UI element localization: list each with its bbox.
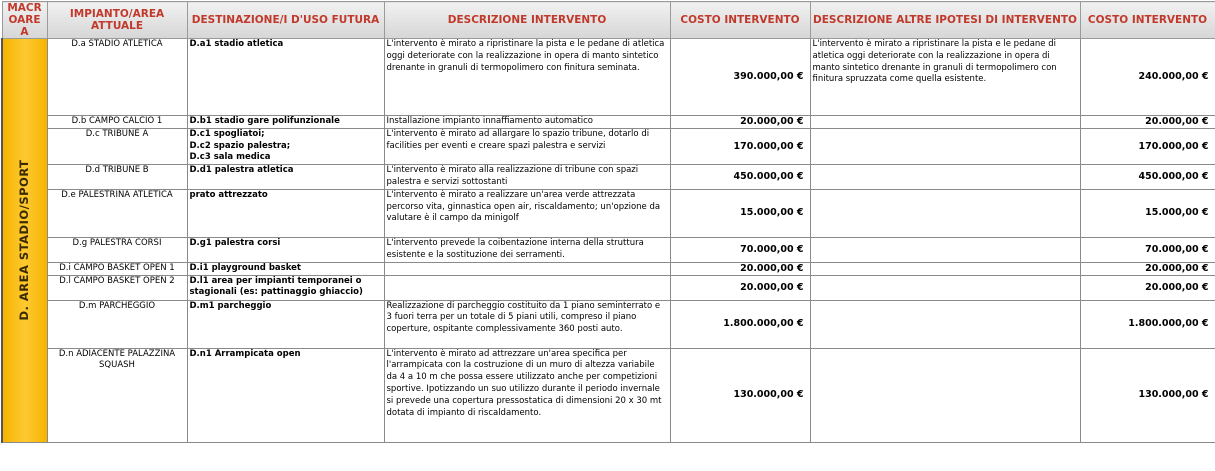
costo-cell: 15.000,00 € [670,189,810,237]
table-row [2,300,1215,348]
descrizione-cell: L'intervento è mirato a realizzare un'area verde attrezzata percorso vita, ginnastica open air, riscaldamento; un'opzione da valutare è il campo da minigolf [384,189,670,237]
altre-ipotesi-cell [810,189,1080,237]
impianto-cell: D.b CAMPO CALCIO 1 [47,116,187,129]
altre-ipotesi-cell [810,348,1080,442]
altre-ipotesi-cell [810,128,1080,164]
descrizione-cell: L'intervento è mirato alla realizzazione di tribune con spazi palestra e servizi sottostanti [384,165,670,190]
impianto-cell: D.l CAMPO BASKET OPEN 2 [47,275,187,300]
costo-alt-cell: 20.000,00 € [1080,275,1215,300]
descrizione-cell: L'intervento prevede la coibentazione interna della struttura esistente e la sostituzione dei serramenti. [384,237,670,262]
impianto-cell: D.c TRIBUNE A [47,128,187,164]
table-row [2,262,1215,275]
descrizione-cell: Installazione impianto innaffiamento automatico [384,116,670,129]
destinazione-cell: D.n1 Arrampicata open [187,348,384,442]
table-row [2,128,1215,164]
costo-alt-cell: 70.000,00 € [1080,237,1215,262]
table-row [2,116,1215,129]
impianto-cell: D.a STADIO ATLETICA [47,39,187,116]
costo-cell: 20.000,00 € [670,275,810,300]
destinazione-cell: D.c1 spogliatoi; D.c2 spazio palestra; D.c3 sala medica [187,128,384,164]
header-macroarea: MACROAREA [2,2,47,39]
destinazione-cell: D.a1 stadio atletica [187,39,384,116]
costo-cell: 170.000,00 € [670,128,810,164]
costo-cell: 70.000,00 € [670,237,810,262]
costo-alt-cell: 20.000,00 € [1080,116,1215,129]
descrizione-cell: L'intervento è mirato ad allargare lo spazio tribune, dotarlo di facilities per eventi e creare spazi palestra e servizi [384,128,670,164]
table-row [2,189,1215,237]
macroarea-label: D. AREA STADIO/SPORT [16,159,31,321]
macroarea-cell [2,39,47,443]
destinazione-cell: prato attrezzato [187,189,384,237]
impianto-cell: D.m PARCHEGGIO [47,300,187,348]
destinazione-cell: D.g1 palestra corsi [187,237,384,262]
table-row [2,275,1215,300]
costo-alt-cell: 170.000,00 € [1080,128,1215,164]
table-row [2,237,1215,262]
costo-cell: 20.000,00 € [670,116,810,129]
impianto-cell: D.e PALESTRINA ATLETICA [47,189,187,237]
costo-alt-cell: 1.800.000,00 € [1080,300,1215,348]
header-destinazione: DESTINAZIONE/I D'USO FUTURA [187,2,384,39]
descrizione-cell: L'intervento è mirato ad attrezzare un'area specifica per l'arrampicata con la costruzione di un muro di altezza variabile da 4 a 10 m che possa essere utilizzato anche per competizioni sportive. Ipotizzando un suo utilizzo durante il periodo invernale si prevede una copertura pressostatica di dimensioni 20 x 30 mt dotata di impianto di riscaldamento. [384,348,670,442]
header-impianto: IMPIANTO/AREA ATTUALE [47,2,187,39]
header-costo: COSTO INTERVENTO [670,2,810,39]
header-row [2,2,1215,39]
interventi-table [1,1,1215,443]
destinazione-cell: D.d1 palestra atletica [187,165,384,190]
descrizione-cell [384,275,670,300]
costo-alt-cell: 20.000,00 € [1080,262,1215,275]
impianto-cell: D.i CAMPO BASKET OPEN 1 [47,262,187,275]
costo-cell: 450.000,00 € [670,165,810,190]
descrizione-cell: Realizzazione di parcheggio costituito da 1 piano seminterrato e 3 fuori terra per un totale di 5 piani utili, compreso il piano coperture, ospitante complessivamente 360 posti auto. [384,300,670,348]
impianto-cell: D.n ADIACENTE PALAZZINA SQUASH [47,348,187,442]
destinazione-cell: D.l1 area per impianti temporanei o stagionali (es: pattinaggio ghiaccio) [187,275,384,300]
costo-cell: 390.000,00 € [670,39,810,116]
costo-cell: 20.000,00 € [670,262,810,275]
altre-ipotesi-cell [810,237,1080,262]
impianto-cell: D.d TRIBUNE B [47,165,187,190]
header-altre-ipotesi: DESCRIZIONE ALTRE IPOTESI DI INTERVENTO [810,2,1080,39]
table-row [2,348,1215,442]
altre-ipotesi-cell: L'intervento è mirato a ripristinare la pista e le pedane di atletica oggi deteriorate con la realizzazione in opera di manto sintetico drenante in granuli di termopolimero con finitura spruzzata come quella esistente. [810,39,1080,116]
header-costo-alt: COSTO INTERVENTO [1080,2,1215,39]
altre-ipotesi-cell [810,116,1080,129]
costo-alt-cell: 15.000,00 € [1080,189,1215,237]
altre-ipotesi-cell [810,300,1080,348]
costo-alt-cell: 450.000,00 € [1080,165,1215,190]
altre-ipotesi-cell [810,262,1080,275]
table-row [2,39,1215,116]
destinazione-cell: D.i1 playground basket [187,262,384,275]
altre-ipotesi-cell [810,275,1080,300]
header-descrizione: DESCRIZIONE INTERVENTO [384,2,670,39]
descrizione-cell: L'intervento è mirato a ripristinare la pista e le pedane di atletica oggi deteriorate con la realizzazione in opera di manto sintetico drenante in granuli di termopolimero con finitura seminata. [384,39,670,116]
impianto-cell: D.g PALESTRA CORSI [47,237,187,262]
table-row [2,165,1215,190]
costo-cell: 1.800.000,00 € [670,300,810,348]
costo-cell: 130.000,00 € [670,348,810,442]
descrizione-cell [384,262,670,275]
costo-alt-cell: 240.000,00 € [1080,39,1215,116]
altre-ipotesi-cell [810,165,1080,190]
destinazione-cell: D.b1 stadio gare polifunzionale [187,116,384,129]
costo-alt-cell: 130.000,00 € [1080,348,1215,442]
destinazione-cell: D.m1 parcheggio [187,300,384,348]
